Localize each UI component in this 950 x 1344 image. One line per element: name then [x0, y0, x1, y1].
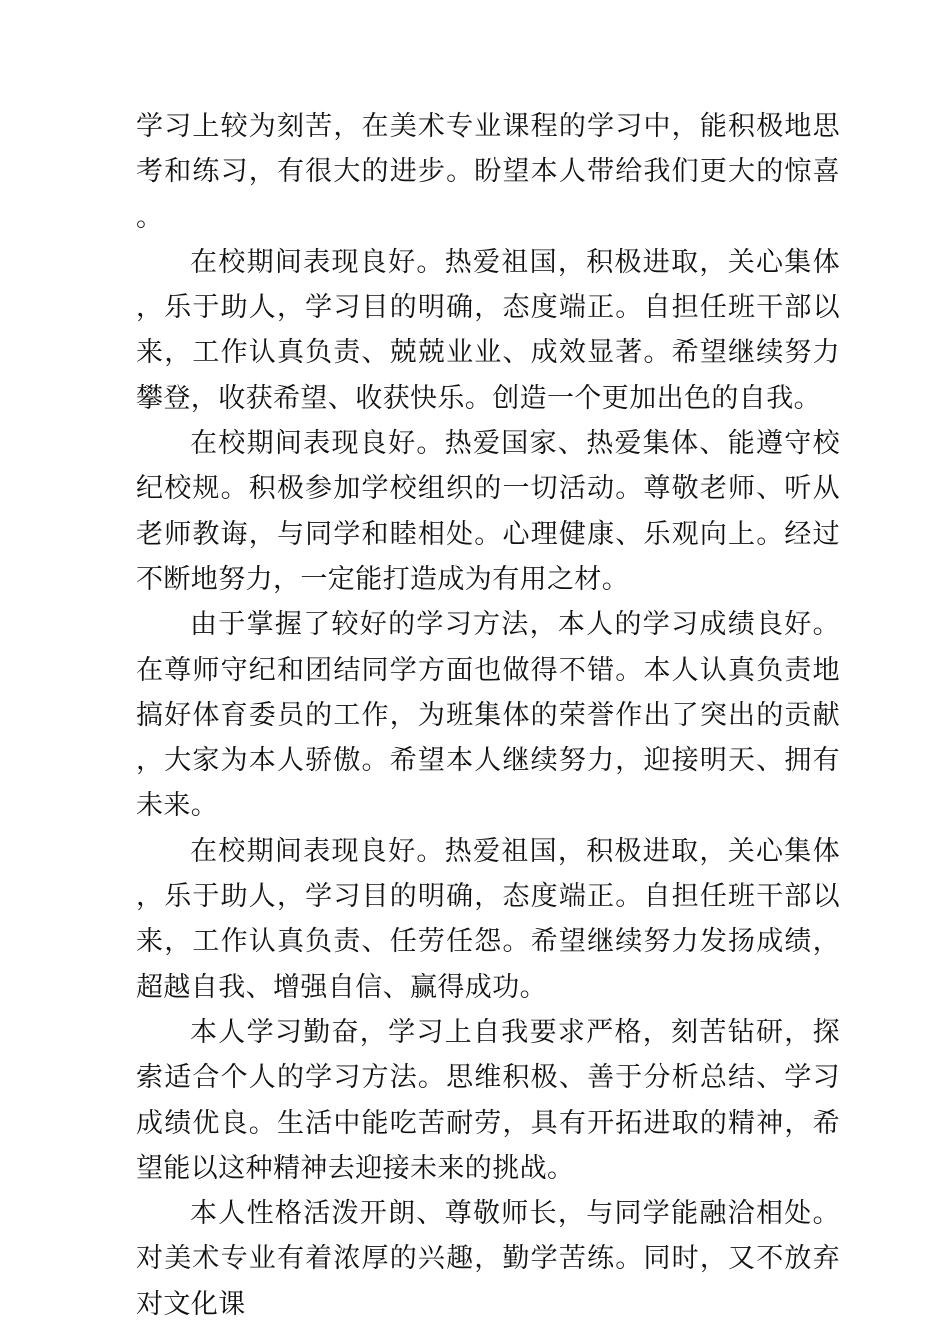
paragraph: 本人学习勤奋，学习上自我要求严格，刻苦钻研，探索适合个人的学习方法。思维积极、善于分析总结、学习成绩优良。生活中能吃苦耐劳，具有开拓进取的精神，希望能以这种精神去迎接未来的挑战。: [136, 1016, 840, 1184]
paragraph: 在校期间表现良好。热爱祖国，积极进取，关心集体，乐于助人，学习目的明确，态度端正。自担任班干部以来，工作认真负责、兢兢业业、成效显著。希望继续努力攀登，收获希望、收获快乐。创造一个更加出色的自我。: [136, 246, 840, 414]
document-body: [136, 104, 840, 1327]
paragraph: 由于掌握了较好的学习方法，本人的学习成绩良好。在尊师守纪和团结同学方面也做得不错。本人认真负责地搞好体育委员的工作，为班集体的荣誉作出了突出的贡献，大家为本人骄傲。希望本人继续努力，迎接明天、拥有未来。: [136, 609, 840, 822]
paragraph: 在校期间表现良好。热爱祖国，积极进取，关心集体，乐于助人，学习目的明确，态度端正。自担任班干部以来，工作认真负责、任劳任怨。希望继续努力发扬成绩，超越自我、增强自信、赢得成功。: [136, 835, 840, 1003]
paragraph: 本人性格活泼开朗、尊敬师长，与同学能融洽相处。对美术专业有着浓厚的兴趣，勤学苦练。同时，又不放弃对文化课: [136, 1198, 840, 1320]
paragraph: 学习上较为刻苦，在美术专业课程的学习中，能积极地思考和练习，有很大的进步。盼望本人带给我们更大的惊喜。: [136, 111, 840, 233]
paragraph: 在校期间表现良好。热爱国家、热爱集体、能遵守校纪校规。积极参加学校组织的一切活动。尊敬老师、听从老师教诲，与同学和睦相处。心理健康、乐观向上。经过不断地努力，一定能打造成为有用之材。: [136, 428, 840, 595]
